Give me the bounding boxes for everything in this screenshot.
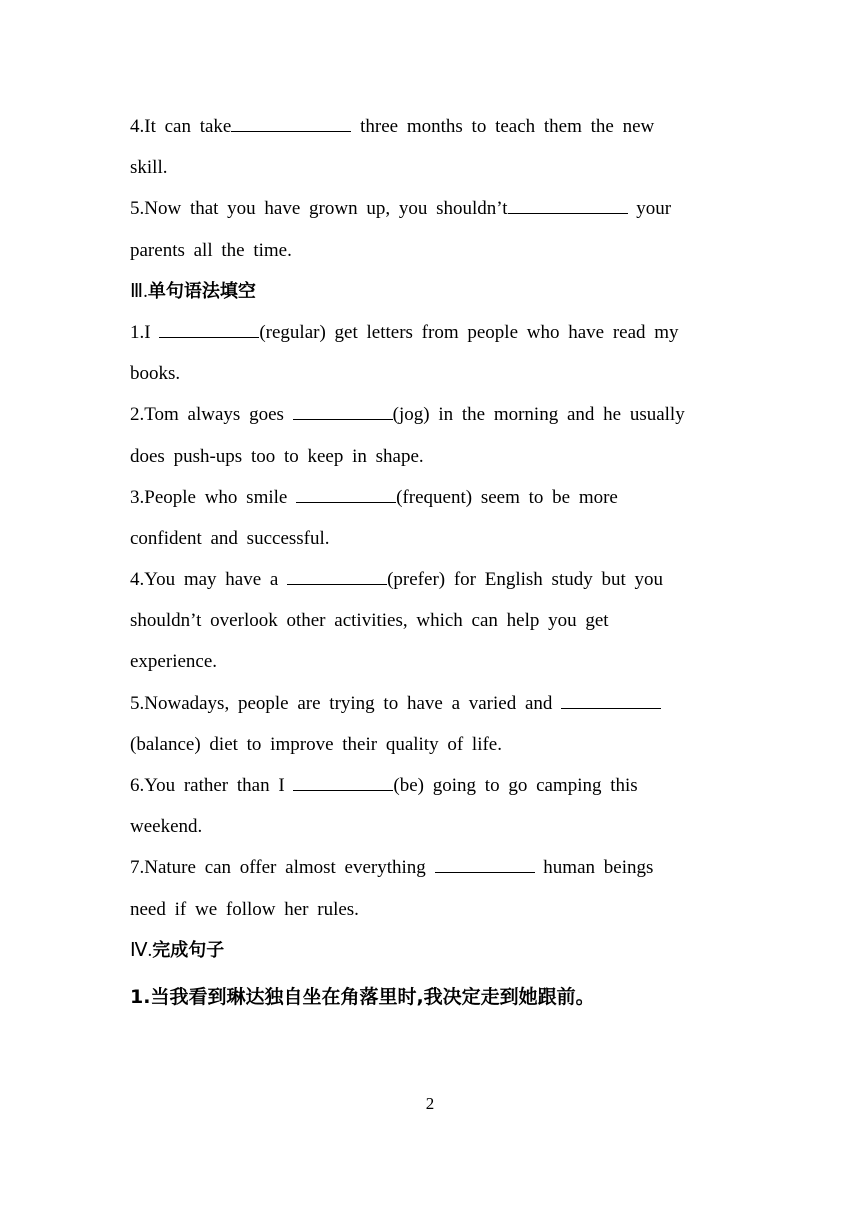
section-numeral: Ⅲ. xyxy=(130,280,148,302)
question-line xyxy=(130,230,730,271)
question-text: human beings xyxy=(534,857,654,879)
question-line xyxy=(130,683,730,724)
question-line xyxy=(130,559,730,600)
question-line xyxy=(130,188,730,229)
question-text: books. xyxy=(130,363,181,385)
question-text: 5.Now that you have grown up, you shouldn’t xyxy=(130,198,508,220)
question-line xyxy=(130,106,730,147)
question-text: 2.Tom always goes xyxy=(130,404,293,426)
question-text: 7.Nature can offer almost everything xyxy=(130,857,435,879)
question-text: skill. xyxy=(130,157,168,179)
question-text: (jog) in the morning and he usually xyxy=(392,404,685,426)
question-line xyxy=(130,312,730,353)
question-text: experience. xyxy=(130,651,218,673)
question-line xyxy=(130,436,730,477)
question-line xyxy=(130,477,730,518)
question-line xyxy=(130,394,730,435)
question-line xyxy=(130,147,730,188)
question-text: confident and successful. xyxy=(130,527,330,549)
question-text: 5.Nowadays, people are trying to have a varied and xyxy=(130,692,562,714)
answer-blank[interactable] xyxy=(293,774,393,791)
answer-blank[interactable] xyxy=(508,197,628,214)
question-line xyxy=(130,641,730,682)
question-text: (prefer) for English study but you xyxy=(387,569,664,591)
question-line xyxy=(130,600,730,641)
answer-blank[interactable] xyxy=(561,692,661,709)
question-text: (be) going to go camping this xyxy=(393,775,638,796)
question-text: does push-ups too to keep in shape. xyxy=(130,445,424,467)
answer-blank[interactable] xyxy=(231,115,351,132)
section-title: 单句语法填空 xyxy=(147,280,256,302)
question-text: (frequent) seem to be more xyxy=(396,486,618,508)
answer-blank[interactable] xyxy=(293,403,393,420)
section-title: 完成句子 xyxy=(152,939,225,961)
question-text: 4.It can take xyxy=(130,116,232,137)
question-text: weekend. xyxy=(130,816,203,838)
question-line xyxy=(130,977,730,1018)
section-numeral: Ⅳ. xyxy=(130,939,153,961)
question-text: parents all the time. xyxy=(130,239,292,261)
section-heading xyxy=(130,271,730,312)
worksheet-content xyxy=(130,106,730,1018)
answer-blank[interactable] xyxy=(435,856,535,873)
question-line xyxy=(130,847,730,888)
question-text: (regular) get letters from people who have read my xyxy=(259,321,679,343)
question-text: 1.I xyxy=(130,321,160,343)
answer-blank[interactable] xyxy=(159,321,259,338)
question-text: 6.You rather than I xyxy=(130,775,294,796)
question-text: 1.当我看到琳达独自坐在角落里时,我决定走到她跟前。 xyxy=(130,985,595,1008)
question-text: three months to teach them the new xyxy=(351,116,655,137)
section-heading xyxy=(130,930,730,971)
answer-blank[interactable] xyxy=(287,568,387,585)
question-text: shouldn’t overlook other activities, which can help you get xyxy=(130,610,609,632)
question-line xyxy=(130,765,730,806)
question-line xyxy=(130,353,730,394)
question-text: 4.You may have a xyxy=(130,569,288,591)
question-text: your xyxy=(627,198,672,220)
answer-blank[interactable] xyxy=(296,486,396,503)
question-line xyxy=(130,518,730,559)
question-text: 3.People who smile xyxy=(130,486,297,508)
question-line xyxy=(130,889,730,930)
question-line xyxy=(130,806,730,847)
question-text: need if we follow her rules. xyxy=(130,898,359,920)
page-number: 2 xyxy=(425,1094,435,1113)
question-line xyxy=(130,724,730,765)
question-text: (balance) diet to improve their quality of life. xyxy=(130,733,502,755)
